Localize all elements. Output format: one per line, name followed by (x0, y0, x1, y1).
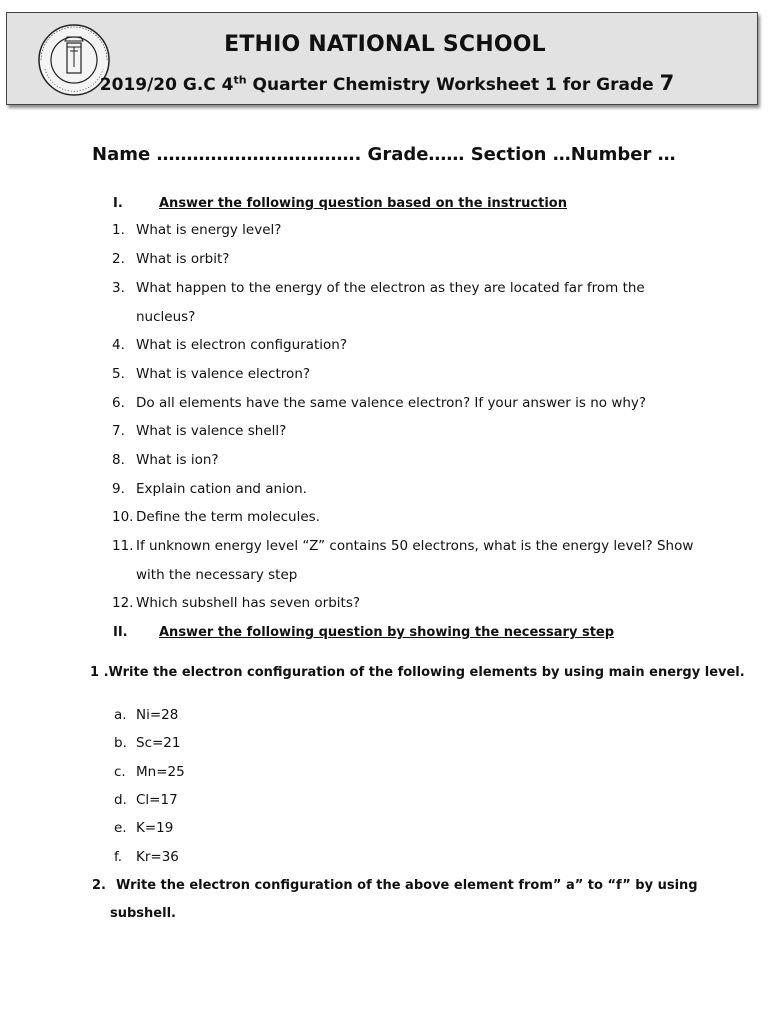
part-1-title: Answer the following question based on the instruction (159, 196, 567, 211)
question-number: 4. (112, 337, 125, 353)
part-2-question-2 (92, 872, 698, 928)
question-8 (112, 446, 732, 475)
question-5 (112, 360, 732, 389)
question-text: If unknown energy level “Z” contains 50 electrons, what is the energy level? Show (136, 538, 694, 554)
subtitle-superscript: th (233, 73, 247, 87)
question-3 (112, 274, 732, 331)
question-number: 2. (92, 878, 106, 893)
element-letter: f. (114, 849, 123, 865)
element-text: Mn=25 (136, 764, 185, 780)
question-12 (112, 589, 732, 618)
element-item-f (114, 849, 179, 865)
question-1 (112, 216, 732, 245)
question-number: 10. (112, 509, 134, 525)
question-number: 8. (112, 452, 125, 468)
question-text: Write the electron configuration of the above element from” a” to “f” by using (116, 878, 698, 893)
student-info-line: Name ……………………………. Grade…… Section …Number … (92, 144, 676, 165)
element-text: Ni=28 (136, 707, 179, 723)
element-item-a (114, 707, 178, 723)
question-number: 9. (112, 481, 125, 497)
element-letter: c. (114, 764, 126, 780)
element-letter: b. (114, 735, 127, 751)
element-letter: e. (114, 820, 127, 836)
subtitle-year: 2019/20 G.C 4 (99, 75, 234, 95)
part-2-title: Answer the following question by showing the necessary step (159, 625, 615, 640)
subtitle-middle: Quarter Chemistry Worksheet 1 for Grade (246, 75, 660, 95)
question-text: What is ion? (136, 452, 219, 468)
question-text-continued: subshell. (110, 906, 176, 921)
element-letter: d. (114, 792, 127, 808)
element-text: Sc=21 (136, 735, 181, 751)
school-name: ETHIO NATIONAL SCHOOL (224, 32, 546, 57)
question-text: What is electron configuration? (136, 337, 347, 353)
question-11 (112, 532, 732, 589)
element-item-e (114, 820, 173, 836)
question-number: 1. (112, 222, 125, 238)
question-10 (112, 503, 732, 532)
question-text: What is valence electron? (136, 366, 311, 382)
element-item-b (114, 735, 180, 751)
question-text: Explain cation and anion. (136, 481, 307, 497)
element-text: Kr=36 (136, 849, 179, 865)
subtitle-grade: 7 (659, 71, 675, 95)
part-1-heading (113, 196, 567, 211)
question-text: What is valence shell? (136, 423, 287, 439)
element-item-d (114, 792, 178, 808)
element-item-c (114, 764, 185, 780)
question-text: What is orbit? (136, 251, 230, 267)
question-text-continued: with the necessary step (136, 566, 298, 583)
element-text: K=19 (136, 820, 174, 836)
question-text-continued: nucleus? (136, 308, 196, 325)
part-2-question-1: 1 .Write the electron configuration of the following elements by using main energy level. (90, 665, 745, 680)
question-number: 7. (112, 423, 125, 439)
question-number: 5. (112, 366, 125, 382)
part-1-numeral: I. (113, 196, 123, 211)
part-2-numeral: II. (113, 625, 128, 640)
question-text: Do all elements have the same valence electron? If your answer is no why? (136, 395, 647, 411)
question-6 (112, 389, 732, 418)
question-number: 11. (112, 538, 134, 554)
question-text: What is energy level? (136, 222, 282, 238)
question-number: 12. (112, 595, 134, 611)
question-text: Which subshell has seven orbits? (136, 595, 361, 611)
question-number: 3. (112, 280, 125, 296)
question-number: 6. (112, 395, 125, 411)
question-4 (112, 331, 732, 360)
question-number: 2. (112, 251, 125, 267)
question-7 (112, 417, 732, 446)
question-text: What happen to the energy of the electron as they are located far from the (136, 280, 645, 296)
worksheet-header (6, 12, 758, 105)
question-text: Define the term molecules. (136, 509, 320, 525)
part-2-heading (113, 625, 614, 640)
element-letter: a. (114, 707, 127, 723)
worksheet-subtitle (7, 71, 757, 95)
element-text: Cl=17 (136, 792, 178, 808)
question-2 (112, 245, 732, 274)
question-9 (112, 475, 732, 504)
